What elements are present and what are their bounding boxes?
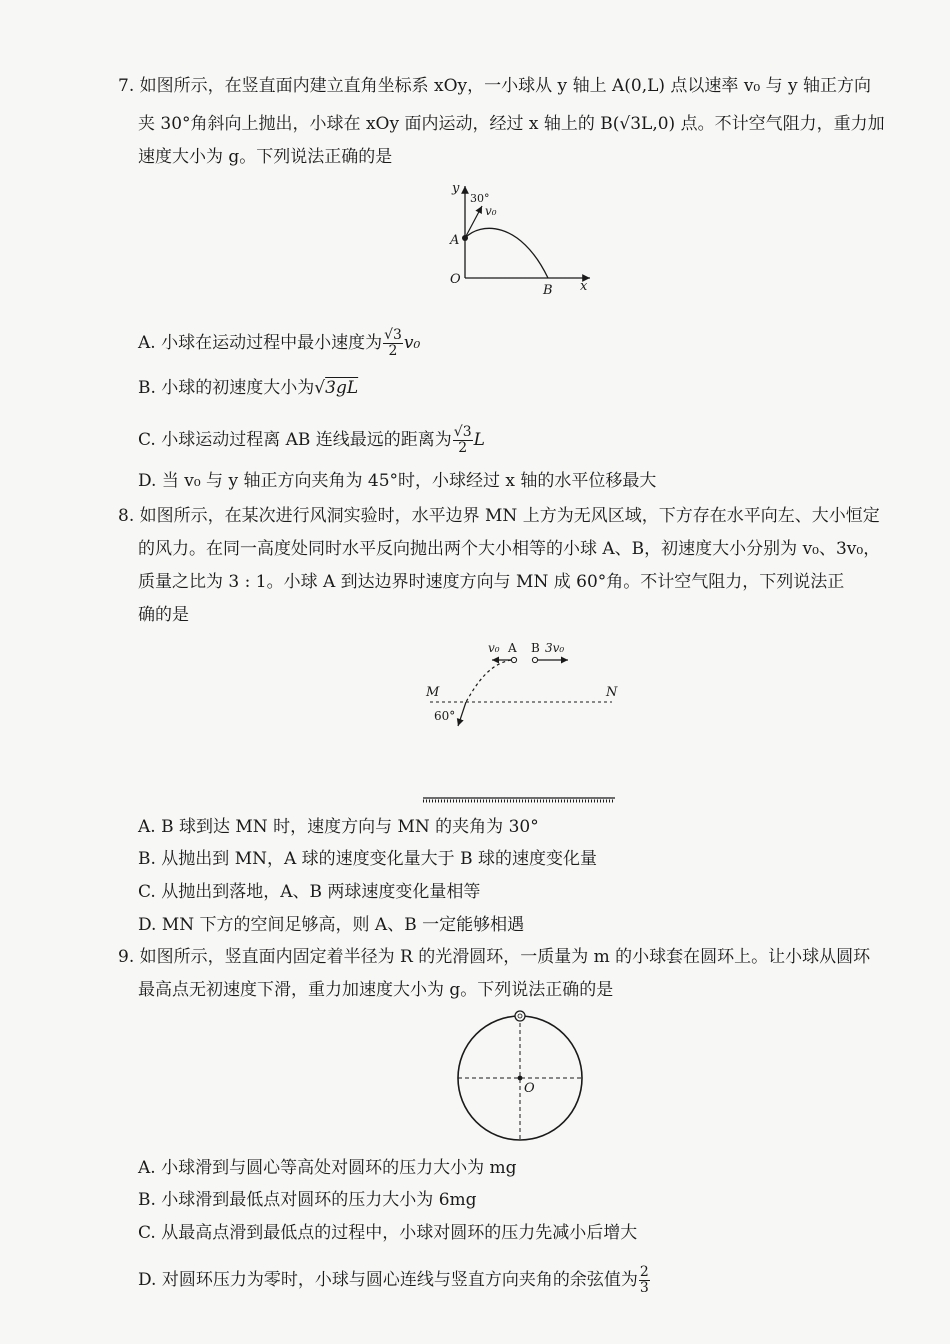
q8-figure [420,636,625,806]
q7-stem-line2: 夹 30°角斜向上抛出，小球在 xOy 面内运动，经过 x 轴上的 B(√3L,0) 点。不计空气阻力，重力加 [138,114,885,134]
q8-label-b: B [531,641,540,655]
q7-option-b-text: B. 小球的初速度大小为√ [138,378,326,398]
q7-option-a [138,328,420,359]
q8-label-angle: 60° [434,709,456,723]
q8-stem-line1: 8. 如图所示，在某次进行风洞实验时，水平边界 MN 上方为无风区域，下方存在水平向左、大小恒定 [118,506,880,526]
q9-figure [450,1010,590,1145]
q7-option-a-text: A. 小球在运动过程中最小速度为 [138,333,383,353]
q9-option-a: A. 小球滑到与圆心等高处对圆环的压力大小为 mg [138,1158,517,1178]
q8-option-b: B. 从抛出到 MN，A 球的速度变化量大于 B 球的速度变化量 [138,849,597,869]
q8-ball-a [511,657,516,662]
q8-option-d: D. MN 下方的空间足够高，则 A、B 一定能够相遇 [138,915,525,935]
q8-stem-line3: 质量之比为 3 : 1。小球 A 到达边界时速度方向与 MN 成 60°角。不计空气阻力，下列说法正 [138,572,845,592]
q8-label-a: A [508,641,517,655]
q8-trajectory-a [466,660,511,702]
q7-option-c-unit: L [473,430,485,450]
q7-stem-line3: 速度大小为 g。下列说法正确的是 [138,147,393,167]
q7-label-a: A [450,233,460,248]
q7-label-y: y [452,181,460,196]
q7-option-a-unit: v₀ [403,333,421,353]
q8-option-a: A. B 球到达 MN 时，速度方向与 MN 的夹角为 30° [138,817,539,837]
q7-option-d: D. 当 v₀ 与 y 轴正方向夹角为 45°时，小球经过 x 轴的水平位移最大 [138,471,657,491]
q7-option-a-fraction: $\frac{√3}{2}$ [384,327,402,359]
q7-option-b [138,377,358,399]
q8-label-n: N [606,685,618,700]
q8-label-m: M [426,685,440,700]
q9-option-d-fraction: $\frac{2}{3}$ [639,1264,649,1296]
q7-option-c-text: C. 小球运动过程离 AB 连线最远的距离为 [138,430,452,450]
q9-option-c: C. 从最高点滑到最低点的过程中，小球对圆环的压力先减小后增大 [138,1223,638,1243]
q7-label-b: B [543,283,553,298]
q8-stem-line2: 的风力。在同一高度处同时水平反向抛出两个大小相等的小球 A、B，初速度大小分别为 v₀、3v₀， [138,539,881,559]
q7-label-v0: v₀ [485,204,497,218]
q9-label-o: O [524,1081,535,1096]
q7-trajectory [465,228,548,278]
q7-option-b-radicand: 3gL [325,378,359,398]
q7-point-a [462,235,468,241]
q9-ball [515,1011,525,1021]
q8-ball-b [532,657,537,662]
q7-option-c-fraction: $\frac{√3}{2}$ [453,424,472,456]
q8-stem-line4: 确的是 [138,605,189,625]
q8-label-va: v₀ [488,641,500,655]
q8-option-c: C. 从抛出到落地，A、B 两球速度变化量相等 [138,882,481,902]
q9-center [518,1076,523,1081]
q7-option-c [138,425,485,456]
q7-velocity-arrow [465,206,482,238]
q7-figure [440,178,600,298]
q8-velocity-at-mn [458,702,466,726]
q9-stem-line1: 9. 如图所示，竖直面内固定着半径为 R 的光滑圆环，一质量为 m 的小球套在圆环上。让小球从圆环 [118,947,871,967]
q7-label-angle: 30° [470,192,490,205]
q7-label-o: O [450,272,461,287]
q9-option-d-text: D. 对圆环压力为零时，小球与圆心连线与竖直方向夹角的余弦值为 [138,1270,638,1290]
q7-label-x: x [580,279,588,294]
q9-option-b: B. 小球滑到最低点对圆环的压力大小为 6mg [138,1190,477,1210]
q8-label-vb: 3v₀ [545,641,565,655]
q9-option-d [138,1265,651,1296]
q9-stem-line2: 最高点无初速度下滑，重力加速度大小为 g。下列说法正确的是 [138,980,614,1000]
q7-stem-line1: 7. 如图所示，在竖直面内建立直角坐标系 xOy，一小球从 y 轴上 A(0,L) 点以速率 v₀ 与 y 轴正方向 [118,76,872,96]
